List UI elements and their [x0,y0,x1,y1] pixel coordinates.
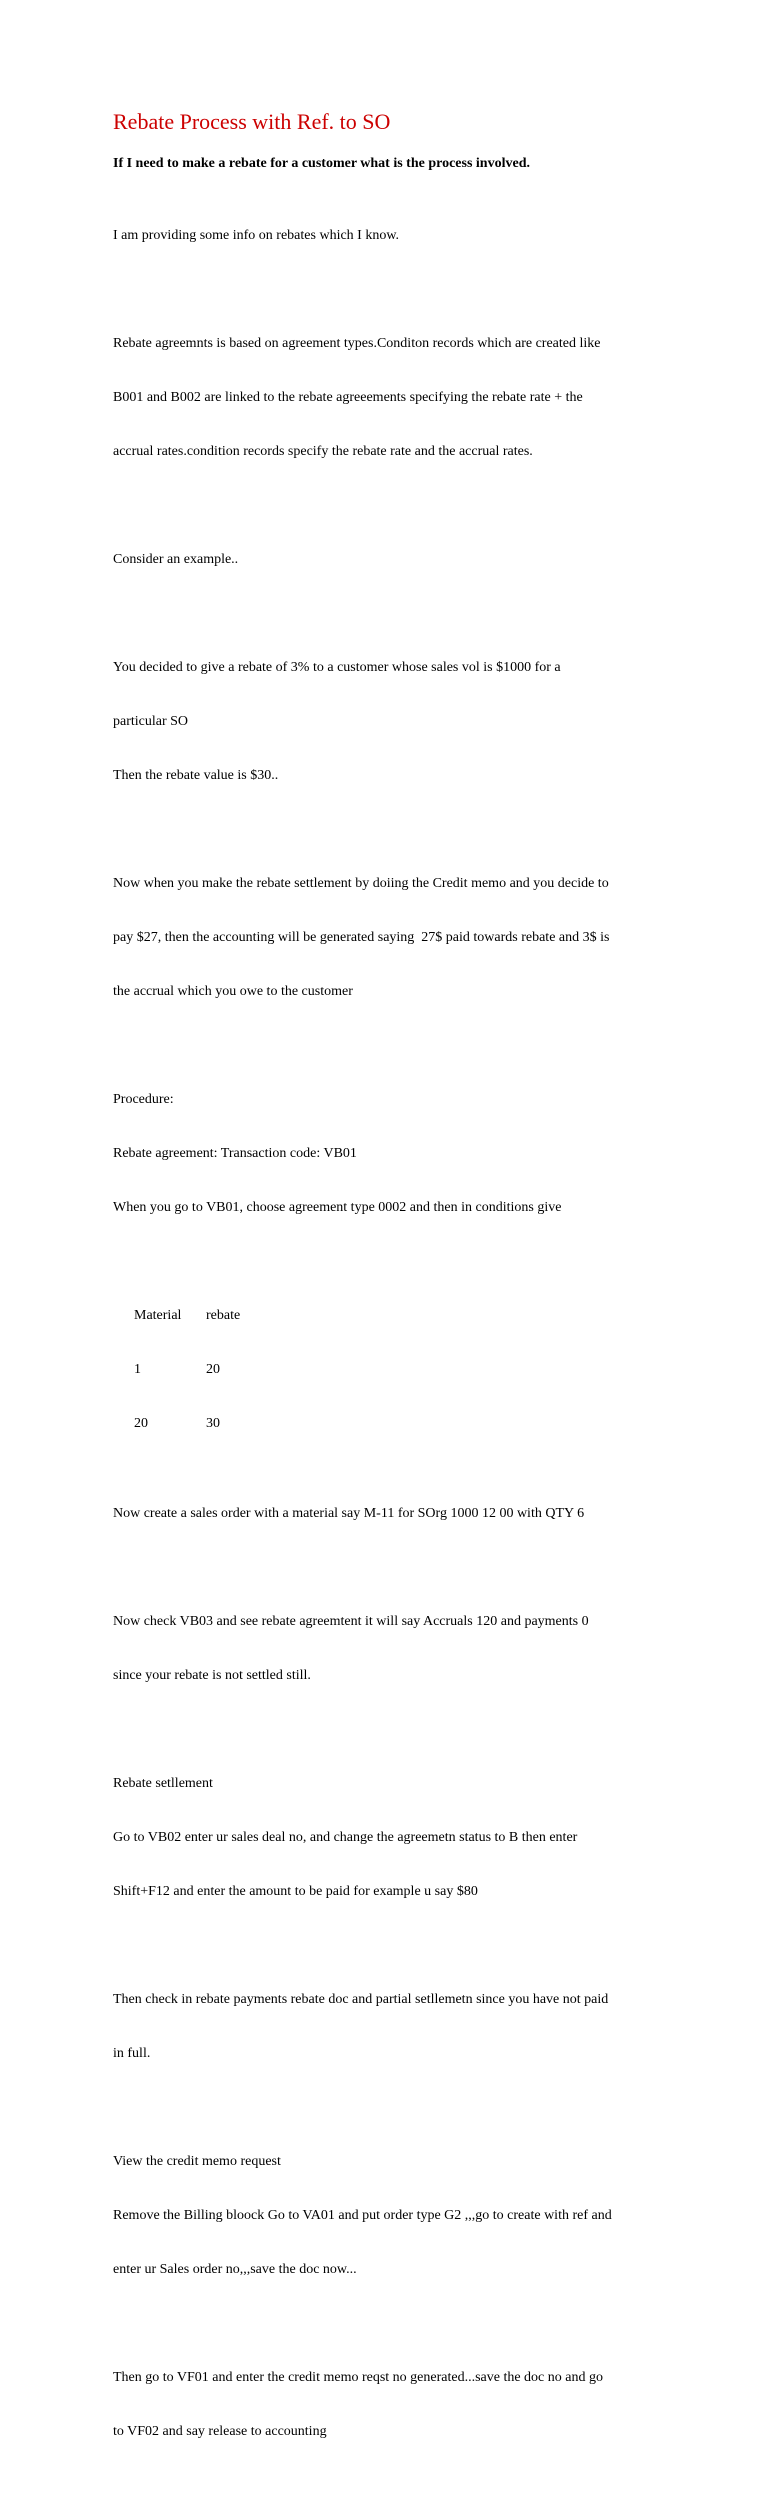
paragraph-procedure [113,1055,673,1253]
table-cell: 1 [134,1362,141,1377]
text-line: Remove the Billing bloock Go to VA01 and put order type G2 ,,,go to create with ref and [113,2208,612,2223]
paragraph-example [113,623,673,821]
text-line: Now when you make the rebate settlement by doiing the Credit memo and you decide to [113,876,609,891]
text-line: the accrual which you owe to the customer [113,984,353,999]
text-line: B001 and B002 are linked to the rebate agreeements specifying the rebate rate + the [113,390,583,405]
paragraph-example-intro [113,515,673,605]
text-line: in full. [113,2046,151,2061]
table-row [113,1397,673,1431]
table-header-cell: rebate [206,1308,241,1323]
text-line: Rebate agreement: Transaction code: VB01 [113,1146,357,1161]
text-line: Then go to VF01 and enter the credit memo reqst no generated...save the doc no and go [113,2370,603,2385]
text-line: pay $27, then the accounting will be generated saying 27$ paid towards rebate and 3$ is [113,930,610,945]
table-cell: 20 [134,1416,148,1431]
paragraph-billing [113,2333,673,2477]
table-cell: 30 [206,1416,220,1431]
table-header-cell: Material [134,1308,182,1323]
paragraph-agreements [113,299,673,497]
text-line: I am providing some info on rebates which I know. [113,228,400,243]
document-page [113,108,673,2495]
paragraph-intro [113,191,673,281]
question-heading: If I need to make a rebate for a customer what is the process involved. [113,156,530,171]
text-line: Consider an example.. [113,552,239,567]
table-cell: 20 [206,1362,220,1377]
text-line: Now create a sales order with a material say M-11 for SOrg 1000 12 00 with QTY 6 [113,1506,585,1521]
rebate-table [113,1253,673,1451]
text-line: enter ur Sales order no,,,save the doc now... [113,2262,357,2277]
text-line: since your rebate is not settled still. [113,1668,311,1683]
text-line: to VF02 and say release to accounting [113,2424,327,2439]
paragraph-credit-memo [113,2117,673,2315]
text-line: Then the rebate value is $30.. [113,768,279,783]
text-line: Shift+F12 and enter the amount to be paid for example u say $80 [113,1884,478,1899]
text-line: Go to VB02 enter ur sales deal no, and change the agreemetn status to B then enter [113,1830,578,1845]
text-line: View the credit memo request [113,2154,281,2169]
text-line: When you go to VB01, choose agreement type 0002 and then in conditions give [113,1200,562,1215]
table-row [113,1343,673,1377]
paragraph-check-vb03 [113,1577,673,1721]
text-line: Now check VB03 and see rebate agreemtent it will say Accruals 120 and payments 0 [113,1614,589,1629]
paragraph-sales-order [113,1469,673,1559]
document-title: Rebate Process with Ref. to SO [113,109,391,134]
text-line: Then check in rebate payments rebate doc and partial setllemetn since you have not paid [113,1992,609,2007]
text-line: Procedure: [113,1092,174,1107]
paragraph-check-payments [113,1955,673,2099]
text-line: accrual rates.condition records specify the rebate rate and the accrual rates. [113,444,533,459]
text-line: Rebate agreemnts is based on agreement types.Conditon records which are created like [113,336,601,351]
paragraph-settlement-explain [113,839,673,1037]
table-header-row [113,1289,673,1323]
text-line: Rebate setllement [113,1776,213,1791]
text-line: particular SO [113,714,189,729]
paragraph-rebate-settlement [113,1739,673,1937]
text-line: You decided to give a rebate of 3% to a customer whose sales vol is $1000 for a [113,660,561,675]
